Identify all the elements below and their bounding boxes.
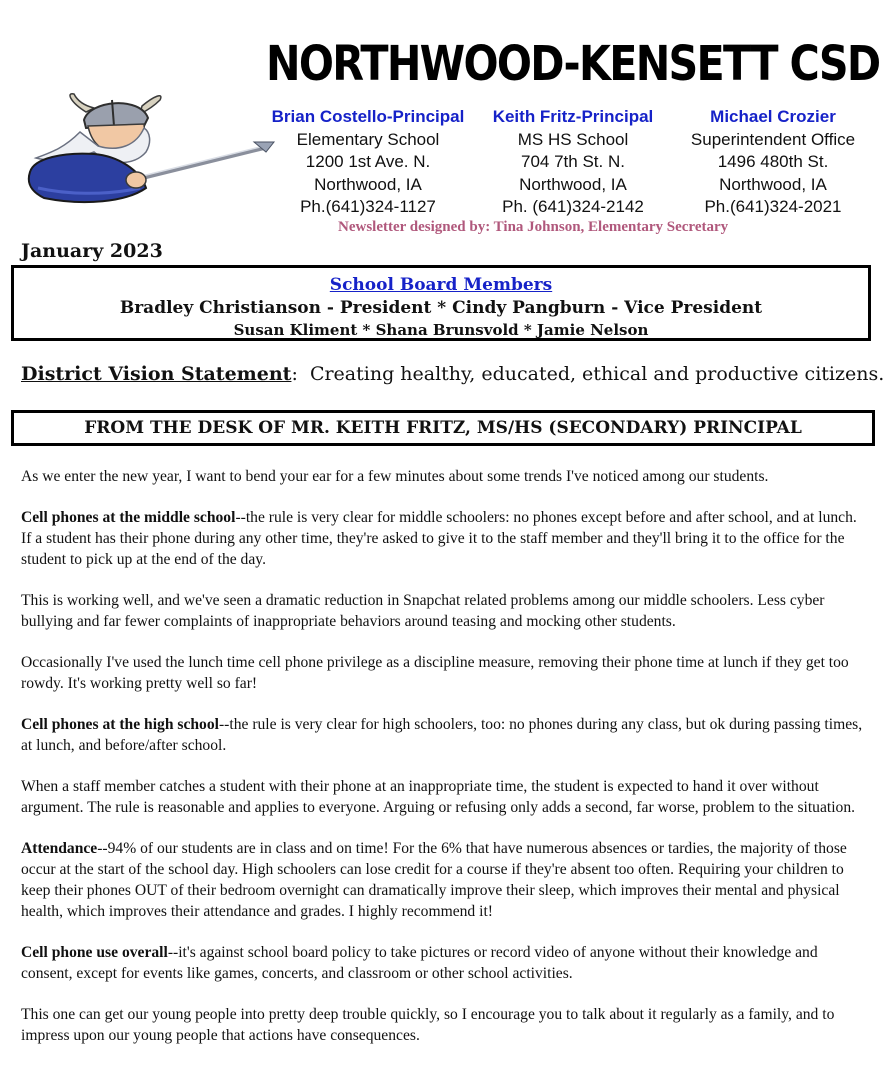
- paragraph-text: Occasionally I've used the lunch time cell phone privilege as a discipline measure, removing their phone time at lunch if they get too rowdy. It's working pretty well so far!: [21, 654, 849, 692]
- vision-statement: [21, 363, 884, 385]
- school-board-title: School Board Members: [329, 275, 553, 295]
- contact-street: 1496 480th St.: [717, 152, 829, 171]
- vision-label: District Vision Statement: [21, 363, 292, 385]
- school-board-box: [11, 265, 871, 341]
- school-board-members: Susan Kliment * Shana Brunsvold * Jamie Nelson: [233, 321, 649, 339]
- paragraph-text: --94% of our students are in class and on time! For the 6% that have numerous absences or tardies, the majority of those occur at the start of the school day. High schoolers can lose credit for a course if they're absent too often. Requiring your children to keep their phones OUT of their bedroom overnight can dramatically improve their sleep, which improves their mental and physical health, which improves their attendance and grades. I highly recommend it!: [21, 840, 847, 920]
- newsletter-designer-credit: Newsletter designed by: Tina Johnson, Elementary Secretary: [338, 219, 729, 235]
- paragraph: [21, 466, 869, 487]
- contact-phone: Ph.(641)324-2021: [704, 197, 842, 216]
- paragraph-lead: Attendance: [21, 840, 98, 857]
- contact-city: Northwood, IA: [519, 174, 627, 194]
- contact-superintendent: [668, 106, 878, 219]
- paragraph-text: When a staff member catches a student with their phone at an inappropriate time, the student is expected to hand it over without argument. The rule is reasonable and applies to everyone. Arguing or refusing only adds a second, far worse, problem to the situation.: [21, 778, 856, 816]
- paragraph: [21, 942, 869, 984]
- paragraph-lead: Cell phones at the middle school: [21, 509, 236, 526]
- contact-name: Michael Crozier: [710, 107, 836, 126]
- paragraph: [21, 1004, 869, 1046]
- paragraph: [21, 652, 869, 694]
- school-board-officers: Bradley Christianson - President * Cindy Pangburn - Vice President: [119, 298, 763, 318]
- article-body: [21, 466, 869, 1066]
- paragraph-text: As we enter the new year, I want to bend your ear for a few minutes about some trends I've noticed among our students.: [21, 468, 769, 485]
- contact-city: Northwood, IA: [314, 174, 422, 194]
- contact-name: Brian Costello-Principal: [271, 107, 465, 126]
- contact-office: MS HS School: [517, 129, 629, 149]
- paragraph: [21, 507, 869, 570]
- contact-phone: Ph.(641)324-1127: [300, 197, 436, 216]
- contact-street: 704 7th St. N.: [521, 152, 625, 171]
- contact-elementary: [256, 106, 480, 219]
- paragraph-text: This one can get our young people into pretty deep trouble quickly, so I encourage you to talk about it regularly as a family, and to impress upon our young people that actions have consequences.: [21, 1006, 835, 1044]
- paragraph: [21, 776, 869, 818]
- paragraph-text: --it's against school board policy to take pictures or record video of anyone without their knowledge and consent, except for events like games, concerts, and classroom or other school activities.: [21, 944, 818, 982]
- paragraph-text: --the rule is very clear for middle schoolers: no phones except before and after school, and at lunch. If a student has their phone during any other time, they're asked to give it to the staff member and they'll bring it to the office for the student to pick up at the end of the day.: [21, 509, 857, 568]
- paragraph-lead: Cell phones at the high school: [21, 716, 219, 733]
- paragraph: [21, 590, 869, 632]
- viking-mascot-icon: [14, 92, 276, 210]
- contact-phone: Ph. (641)324-2142: [502, 197, 644, 216]
- section-heading: FROM THE DESK OF MR. KEITH FRITZ, MS/HS (SECONDARY) PRINCIPAL: [11, 410, 875, 446]
- paragraph: [21, 714, 869, 756]
- contact-name: Keith Fritz-Principal: [492, 107, 654, 126]
- issue-date: January 2023: [21, 240, 163, 262]
- paragraph: [21, 838, 869, 922]
- contact-street: 1200 1st Ave. N.: [305, 152, 431, 171]
- vision-colon: :: [291, 363, 310, 385]
- vision-text: Creating healthy, educated, ethical and productive citizens.: [309, 363, 885, 385]
- contact-columns: [256, 106, 876, 218]
- newsletter-masthead: NORTHWOOD-KENSETT CSD: [266, 36, 880, 92]
- contact-city: Northwood, IA: [719, 174, 827, 194]
- contact-ms-hs: [488, 106, 658, 219]
- paragraph-text: This is working well, and we've seen a dramatic reduction in Snapchat related problems among our middle schoolers. Less cyber bullying and far fewer complaints of inappropriate behaviors around teasing and mocking other students.: [21, 592, 825, 630]
- paragraph-lead: Cell phone use overall: [21, 944, 168, 961]
- contact-office: Elementary School: [296, 129, 440, 149]
- paragraph-text: --the rule is very clear for high schoolers, too: no phones during any class, but ok during passing times, at lunch, and before/after school.: [21, 716, 863, 754]
- contact-office: Superintendent Office: [690, 129, 856, 149]
